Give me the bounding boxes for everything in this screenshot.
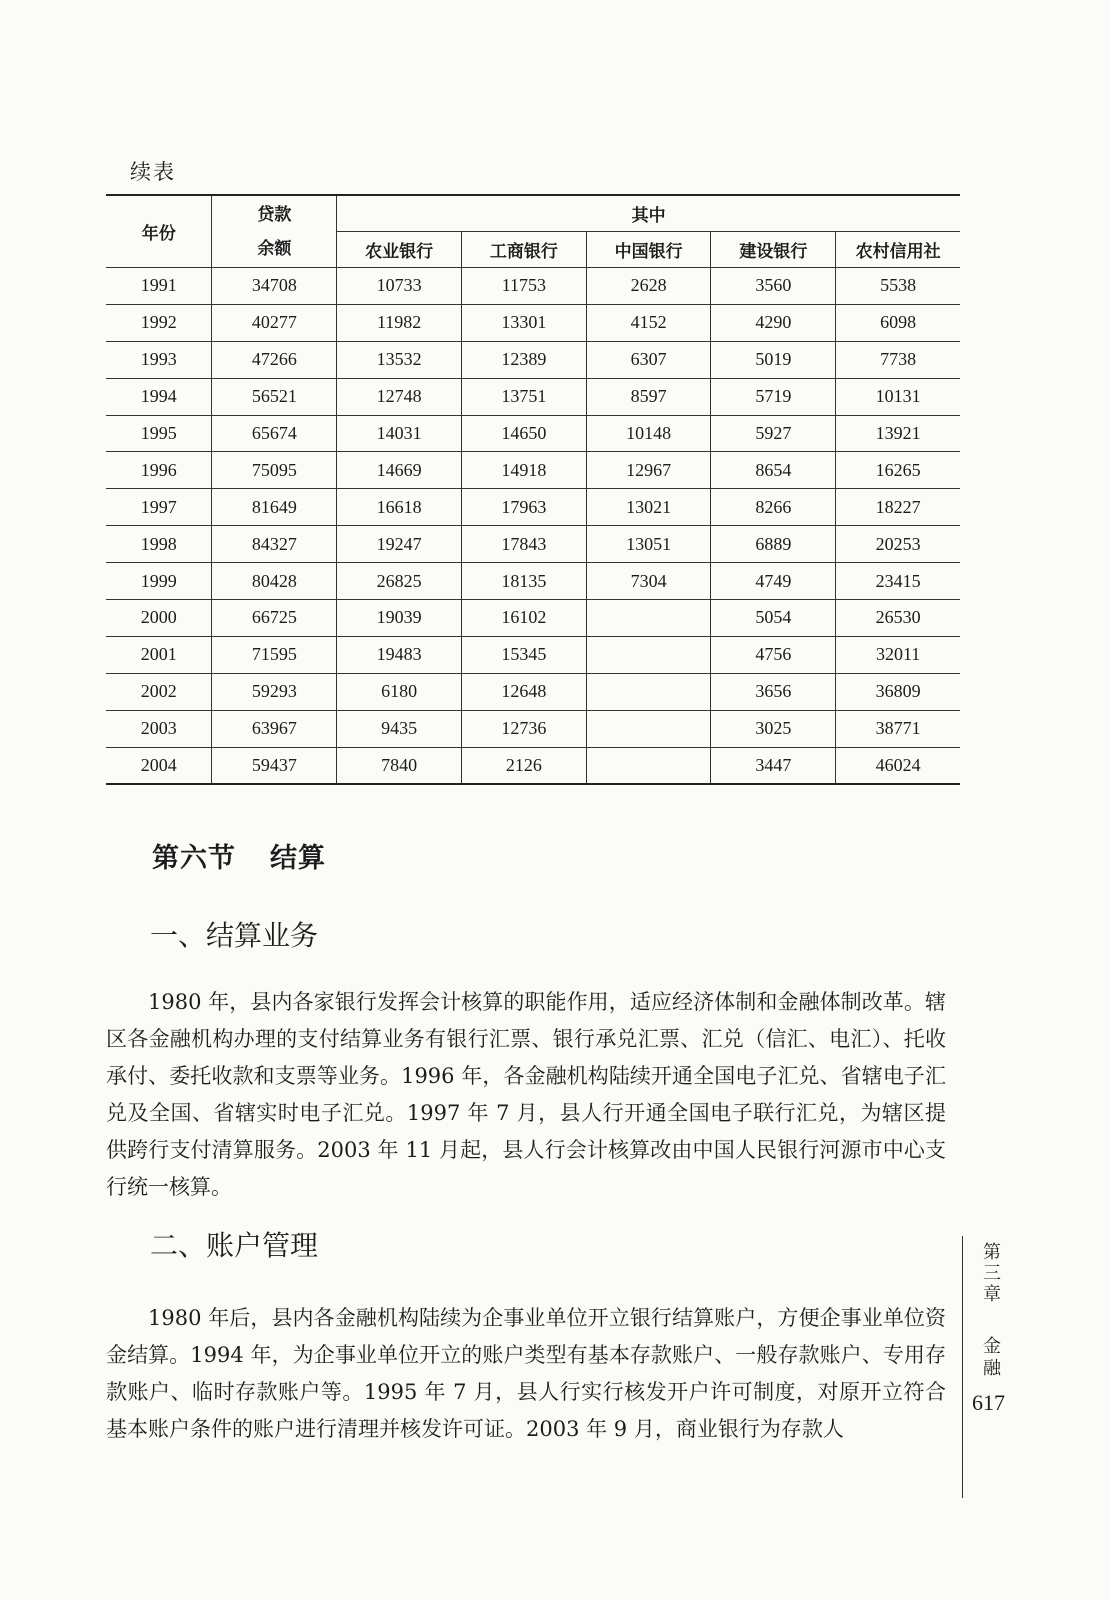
year-cell: 2001 [106, 636, 212, 673]
loan-header-line1: 贷款 [257, 204, 292, 225]
table-cell: 6098 [836, 304, 960, 341]
year-cell: 2003 [106, 710, 212, 747]
margin-divider [962, 1236, 963, 1498]
table-cell: 13921 [836, 415, 960, 452]
table-cell: 40277 [212, 304, 337, 341]
table-row [106, 563, 960, 600]
table-cell: 7738 [836, 341, 960, 378]
table-cell: 17843 [461, 526, 586, 563]
table-cell: 10131 [836, 378, 960, 415]
table-cell: 12748 [337, 378, 462, 415]
margin-topic-label: 金融 [983, 1336, 1001, 1379]
section-title: 结算 [270, 843, 326, 874]
table-cell: 47266 [212, 341, 337, 378]
table-row [106, 452, 960, 489]
table-cell: 16618 [337, 489, 462, 526]
year-cell: 2000 [106, 600, 212, 637]
table-cell: 18227 [836, 489, 960, 526]
table-cell: 12389 [461, 341, 586, 378]
table-cell: 8597 [586, 378, 711, 415]
table-cell: 18135 [461, 563, 586, 600]
table-cell: 38771 [836, 710, 960, 747]
table-cell: 80428 [212, 563, 337, 600]
table-cell: 3025 [711, 710, 836, 747]
table-cell: 66725 [212, 600, 337, 637]
table-cell: 13301 [461, 304, 586, 341]
year-header: 年份 [106, 195, 212, 268]
table-cell: 13751 [461, 378, 586, 415]
table-cell: 11753 [461, 268, 586, 305]
table-cell: 7304 [586, 563, 711, 600]
table-cell: 71595 [212, 636, 337, 673]
year-cell: 1994 [106, 378, 212, 415]
table-cell: 17963 [461, 489, 586, 526]
table-row [106, 268, 960, 305]
paragraph-accounts: 1980 年后，县内各金融机构陆续为企事业单位开立银行结算账户，方便企事业单位资金结算。1994 年，为企事业单位开立的账户类型有基本存款账户、一般存款账户、专用存款账户、临时存款账户等。1995 年 7 月，县人行实行核发开户许可制度，对原开立符合基本账户条件的账户进行清理并核发许可证。2003 年 9 月，商业银行为存款人 [106, 1306, 946, 1441]
table-cell: 19247 [337, 526, 462, 563]
bank-header-ccb: 建设银行 [711, 232, 836, 268]
bank-header-boc: 中国银行 [586, 232, 711, 268]
table-cell: 34708 [212, 268, 337, 305]
table-cell: 4756 [711, 636, 836, 673]
table-cell: 4749 [711, 563, 836, 600]
table-cell: 10148 [586, 415, 711, 452]
table-cell: 4152 [586, 304, 711, 341]
table-cell: 46024 [836, 747, 960, 784]
table-cell: 14669 [337, 452, 462, 489]
year-cell: 2004 [106, 747, 212, 784]
table-row [106, 600, 960, 637]
table-cell: 5719 [711, 378, 836, 415]
table-cell [586, 600, 711, 637]
year-cell: 2002 [106, 673, 212, 710]
table-cell: 3447 [711, 747, 836, 784]
table-cell: 14031 [337, 415, 462, 452]
of-which-header: 其中 [337, 195, 960, 232]
table-cell: 2126 [461, 747, 586, 784]
table-cell: 4290 [711, 304, 836, 341]
loan-header-line2: 余额 [257, 238, 292, 259]
table-row [106, 378, 960, 415]
year-cell: 1991 [106, 268, 212, 305]
table-cell: 3560 [711, 268, 836, 305]
year-cell: 1995 [106, 415, 212, 452]
table-cell: 3656 [711, 673, 836, 710]
table-cell: 14650 [461, 415, 586, 452]
table-row [106, 636, 960, 673]
table-cell: 81649 [212, 489, 337, 526]
loan-balance-header [212, 195, 337, 268]
table-cell: 2628 [586, 268, 711, 305]
table-cell: 26530 [836, 600, 960, 637]
table-row [106, 304, 960, 341]
table-cell: 8266 [711, 489, 836, 526]
table-cell: 12648 [461, 673, 586, 710]
bank-header-agricultural: 农业银行 [337, 232, 462, 268]
table-cell: 32011 [836, 636, 960, 673]
table-cell: 14918 [461, 452, 586, 489]
table-cell: 84327 [212, 526, 337, 563]
year-cell: 1996 [106, 452, 212, 489]
subsection-heading-settlement: 一、结算业务 [150, 919, 319, 952]
table-cell: 12736 [461, 710, 586, 747]
table-cell [586, 636, 711, 673]
table-cell: 19039 [337, 600, 462, 637]
table-cell: 15345 [461, 636, 586, 673]
page-number: 617 [972, 1390, 1005, 1415]
table-row [106, 341, 960, 378]
table-cell: 7840 [337, 747, 462, 784]
table-row [106, 415, 960, 452]
table-cell: 23415 [836, 563, 960, 600]
bank-header-icbc: 工商银行 [461, 232, 586, 268]
bank-header-rural-credit: 农村信用社 [836, 232, 960, 268]
table-cell: 13532 [337, 341, 462, 378]
year-cell: 1998 [106, 526, 212, 563]
table-cell: 5019 [711, 341, 836, 378]
table-cell: 8654 [711, 452, 836, 489]
table-cell [586, 710, 711, 747]
table-cell: 6889 [711, 526, 836, 563]
bank-loan-table [106, 194, 960, 785]
table-cell: 6180 [337, 673, 462, 710]
table-cell: 9435 [337, 710, 462, 747]
table-cell [586, 747, 711, 784]
table-cell: 75095 [212, 452, 337, 489]
section-heading [152, 836, 326, 875]
table-cell: 13051 [586, 526, 711, 563]
paragraph-settlement: 1980 年，县内各家银行发挥会计核算的职能作用，适应经济体制和金融体制改革。辖区各金融机构办理的支付结算业务有银行汇票、银行承兑汇票、汇兑（信汇、电汇）、托收承付、委托收款和支票等业务。1996 年，各金融机构陆续开通全国电子汇兑、省辖电子汇兑及全国、省辖实时电子汇兑。1997 年 7 月，县人行开通全国电子联行汇兑，为辖区提供跨行支付清算服务。2003 年 11 月起，县人行会计核算改由中国人民银行河源市中心支行统一核算。 [106, 990, 946, 1199]
table-cell: 36809 [836, 673, 960, 710]
table-row [106, 673, 960, 710]
table-cell: 56521 [212, 378, 337, 415]
year-cell: 1993 [106, 341, 212, 378]
table-cell: 6307 [586, 341, 711, 378]
table-cell: 59293 [212, 673, 337, 710]
table-row [106, 710, 960, 747]
table-cell: 5927 [711, 415, 836, 452]
continued-table-label: 续表 [130, 160, 176, 184]
table-cell: 16102 [461, 600, 586, 637]
table-cell: 10733 [337, 268, 462, 305]
margin-chapter-label: 第三章 [983, 1242, 1001, 1305]
table-cell: 5054 [711, 600, 836, 637]
table-cell: 11982 [337, 304, 462, 341]
table-cell: 5538 [836, 268, 960, 305]
table-cell: 19483 [337, 636, 462, 673]
table-cell [586, 673, 711, 710]
table-cell: 16265 [836, 452, 960, 489]
table-cell: 26825 [337, 563, 462, 600]
table-cell: 59437 [212, 747, 337, 784]
subsection-heading-accounts: 二、账户管理 [150, 1229, 319, 1262]
table-cell: 65674 [212, 415, 337, 452]
table-cell: 12967 [586, 452, 711, 489]
table-row [106, 489, 960, 526]
section-number: 第六节 [152, 843, 236, 874]
year-cell: 1992 [106, 304, 212, 341]
year-cell: 1997 [106, 489, 212, 526]
table-cell: 63967 [212, 710, 337, 747]
table-row [106, 526, 960, 563]
table-row [106, 747, 960, 784]
table-cell: 13021 [586, 489, 711, 526]
table-body [106, 268, 960, 785]
table-cell: 20253 [836, 526, 960, 563]
year-cell: 1999 [106, 563, 212, 600]
